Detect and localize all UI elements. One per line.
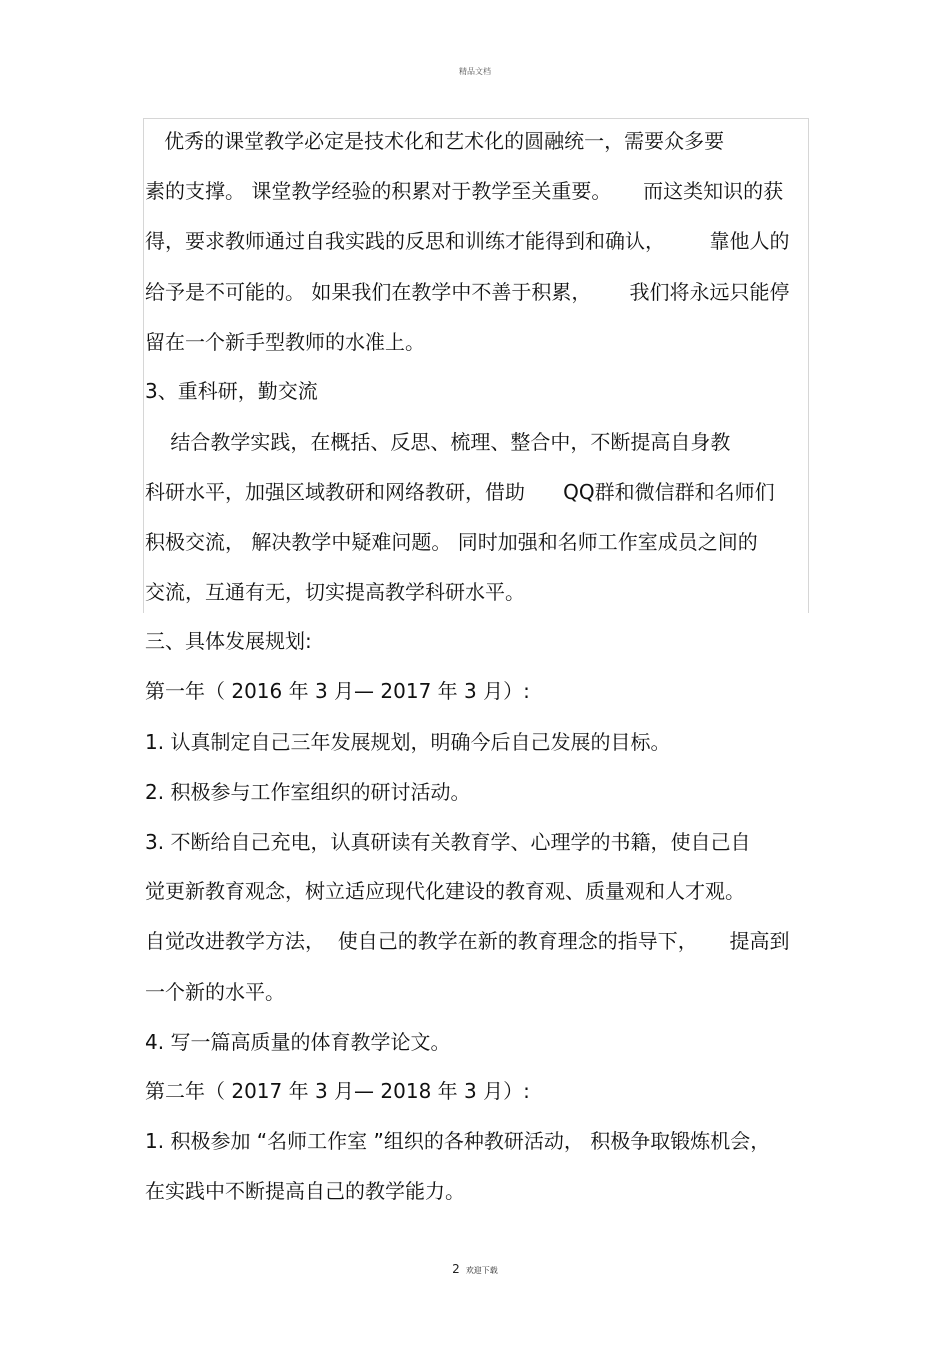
paragraph-line: 科研水平，加强区域教研和网络教研，借助 QQ群和微信群和名师们	[145, 480, 775, 504]
section-heading: 3、重科研，勤交流	[145, 379, 318, 403]
paragraph-line: 得，要求教师通过自我实践的反思和训练才能得到和确认， 靠他人的	[145, 229, 790, 253]
paragraph-line: 积极交流， 解决教学中疑难问题。 同时加强和名师工作室成员之间的	[145, 530, 758, 554]
list-item: 1. 认真制定自己三年发展规划，明确今后自己发展的目标。	[145, 730, 671, 754]
paragraph-line: 交流，互通有无，切实提高教学科研水平。	[145, 580, 525, 604]
section-heading: 三、具体发展规划:	[145, 629, 312, 653]
list-item-continuation: 觉更新教育观念，树立适应现代化建设的教育观、质量观和人才观。	[145, 879, 745, 903]
year-heading: 第一年（ 2016 年 3 月— 2017 年 3 月）:	[145, 679, 530, 703]
paragraph-line: 留在一个新手型教师的水准上。	[145, 330, 425, 354]
list-item: 2. 积极参与工作室组织的研讨活动。	[145, 780, 471, 804]
page-header: 精品文档	[459, 67, 491, 76]
list-item-continuation: 一个新的水平。	[145, 980, 285, 1004]
paragraph-line: 给予是不可能的。 如果我们在教学中不善于积累， 我们将永远只能停	[145, 280, 790, 304]
list-item: 4. 写一篇高质量的体育教学论文。	[145, 1030, 451, 1054]
paragraph-line: 结合教学实践，在概括、反思、梳理、整合中，不断提高自身教	[145, 430, 731, 454]
paragraph-line: 优秀的课堂教学必定是技术化和艺术化的圆融统一，需要众多要	[145, 129, 725, 153]
year-heading: 第二年（ 2017 年 3 月— 2018 年 3 月）:	[145, 1079, 530, 1103]
list-item: 1. 积极参加 “名师工作室 ”组织的各种教研活动， 积极争取锻炼机会，	[145, 1129, 771, 1153]
paragraph-line: 素的支撑。 课堂教学经验的积累对于教学至关重要。 而这类知识的获	[145, 179, 784, 203]
page-number: 2	[452, 1262, 460, 1276]
footer-text: 欢迎下载	[465, 1266, 498, 1275]
list-item-continuation: 自觉改进教学方法， 使自己的教学在新的教育理念的指导下， 提高到	[145, 929, 790, 953]
list-item-continuation: 在实践中不断提高自己的教学能力。	[145, 1179, 465, 1203]
list-item: 3. 不断给自己充电，认真研读有关教育学、心理学的书籍，使自己自	[145, 830, 751, 854]
page-footer	[0, 1258, 950, 1277]
